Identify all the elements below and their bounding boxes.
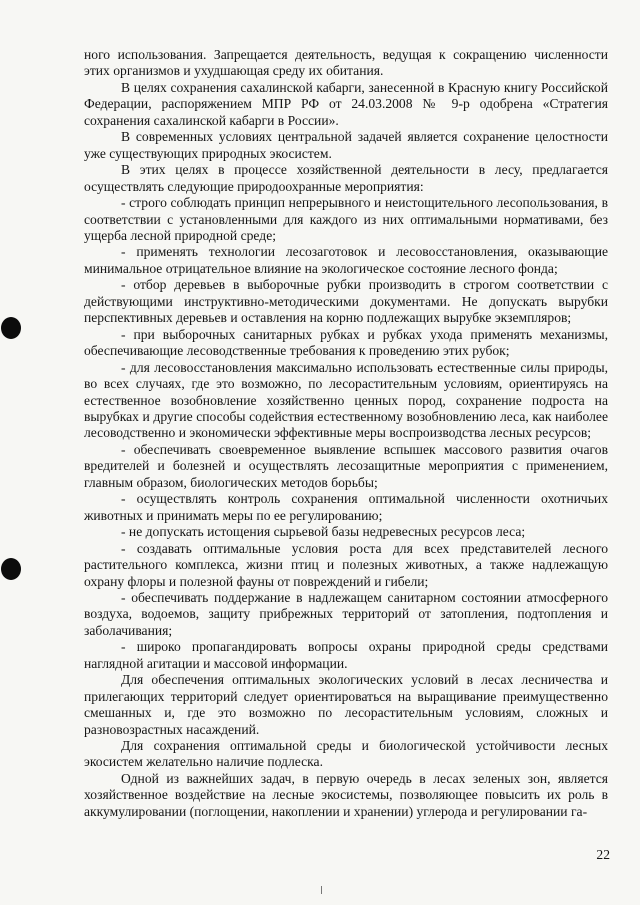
list-item: - при выборочных санитарных рубках и рубках ухода применять механизмы, обеспечивающие лесоводственные требования к проведению этих рубок; (84, 326, 608, 359)
list-item: - строго соблюдать принцип непрерывного и неистощительного лесопользования, в соответствии с установленными для каждого из них оптимальными нормативами, без ущерба лесной природной среде; (84, 195, 608, 243)
paragraph-kabarga-strategy: В целях сохранения сахалинской кабарги, занесенной в Красную книгу Российской Федерации, распоряжением МПР РФ от 24.03.2008 № 9-р одобрена «Стратегия сохранения сахалинской кабарги в России». (84, 79, 608, 128)
list-item: - осуществлять контроль сохранения оптимальной численности охотничьих животных и принимать меры по ее регулированию; (84, 491, 608, 523)
punch-hole (1, 558, 21, 580)
list-item: - обеспечивать своевременное выявление вспышек массового развития очагов вредителей и болезней и осуществлять лесозащитные мероприятия с применением, главным образом, биологических методов борьбы; (84, 441, 608, 490)
paragraph-continuation: ного использования. Запрещается деятельность, ведущая к сокращению численности этих организмов и ухудшающая среду их обитания. (84, 47, 608, 79)
document-body (84, 47, 608, 820)
list-item: - для лесовосстановления максимально использовать естественные силы природы, во всех случаях, где это возможно, по лесорастительным условиям, ориентируясь на естественное возобновление хозяйственно ценных пород, сохранение подроста на вырубках и другие способы содействия естественному возобновлению леса, как наиболее лесоводственно и экономически эффективные меры воспроизводства лесных ресурсов; (84, 359, 608, 441)
paragraph-mixed-stands: Для обеспечения оптимальных экологических условий в лесах лесничества и прилегающих территорий следует ориентироваться на выращивание преимущественно смешанных и, где это возможно по лесорастительным условиям, сложных и разновозрастных насаждений. (84, 672, 608, 737)
list-item: - создавать оптимальные условия роста для всех представителей лесного растительного комплекса, жизни птиц и полезных животных, а также надлежащую охрану флоры и полезной фауны от повреждений и гибели; (84, 540, 608, 589)
list-item: - применять технологии лесозаготовок и лесовосстановления, оказывающие минимальное отрицательное влияние на экологическое состояние лесного фонда; (84, 244, 608, 276)
punch-hole (1, 317, 21, 339)
list-item: - отбор деревьев в выборочные рубки производить в строгом соответствии с действующими инструктивно-методическими документами. Не допускать вырубки перспективных деревьев и оставления на корню подлежащих вырубке экземпляров; (84, 277, 608, 326)
list-item: - обеспечивать поддержание в надлежащем санитарном состоянии атмосферного воздуха, водоемов, защиту прибрежных территорий от затопления, подтопления и заболачивания; (84, 589, 608, 638)
paragraph-central-task: В современных условиях центральной задачей является сохранение целостности уже существующих природных экосистем. (84, 129, 608, 161)
scan-mark (321, 886, 322, 894)
page-number: 22 (596, 847, 610, 862)
list-item: - не допускать истощения сырьевой базы недревесных ресурсов леса; (121, 524, 526, 540)
paragraph-undergrowth: Для сохранения оптимальной среды и биологической устойчивости лесных экосистем желательно наличие подлеска. (84, 738, 608, 770)
list-item: - широко пропагандировать вопросы охраны природной среды средствами наглядной агитации и массовой информации. (84, 639, 608, 671)
paragraph-measures-intro: В этих целях в процессе хозяйственной деятельности в лесу, предлагается осуществлять следующие природоохранные мероприятия: (84, 162, 608, 194)
paragraph-carbon: Одной из важнейших задач, в первую очередь в лесах зеленых зон, является хозяйственное воздействие на лесные экосистемы, позволяющее повысить их роль в аккумулировании (поглощении, накоплении и хранении) углерода и регулировании га- (84, 770, 608, 819)
